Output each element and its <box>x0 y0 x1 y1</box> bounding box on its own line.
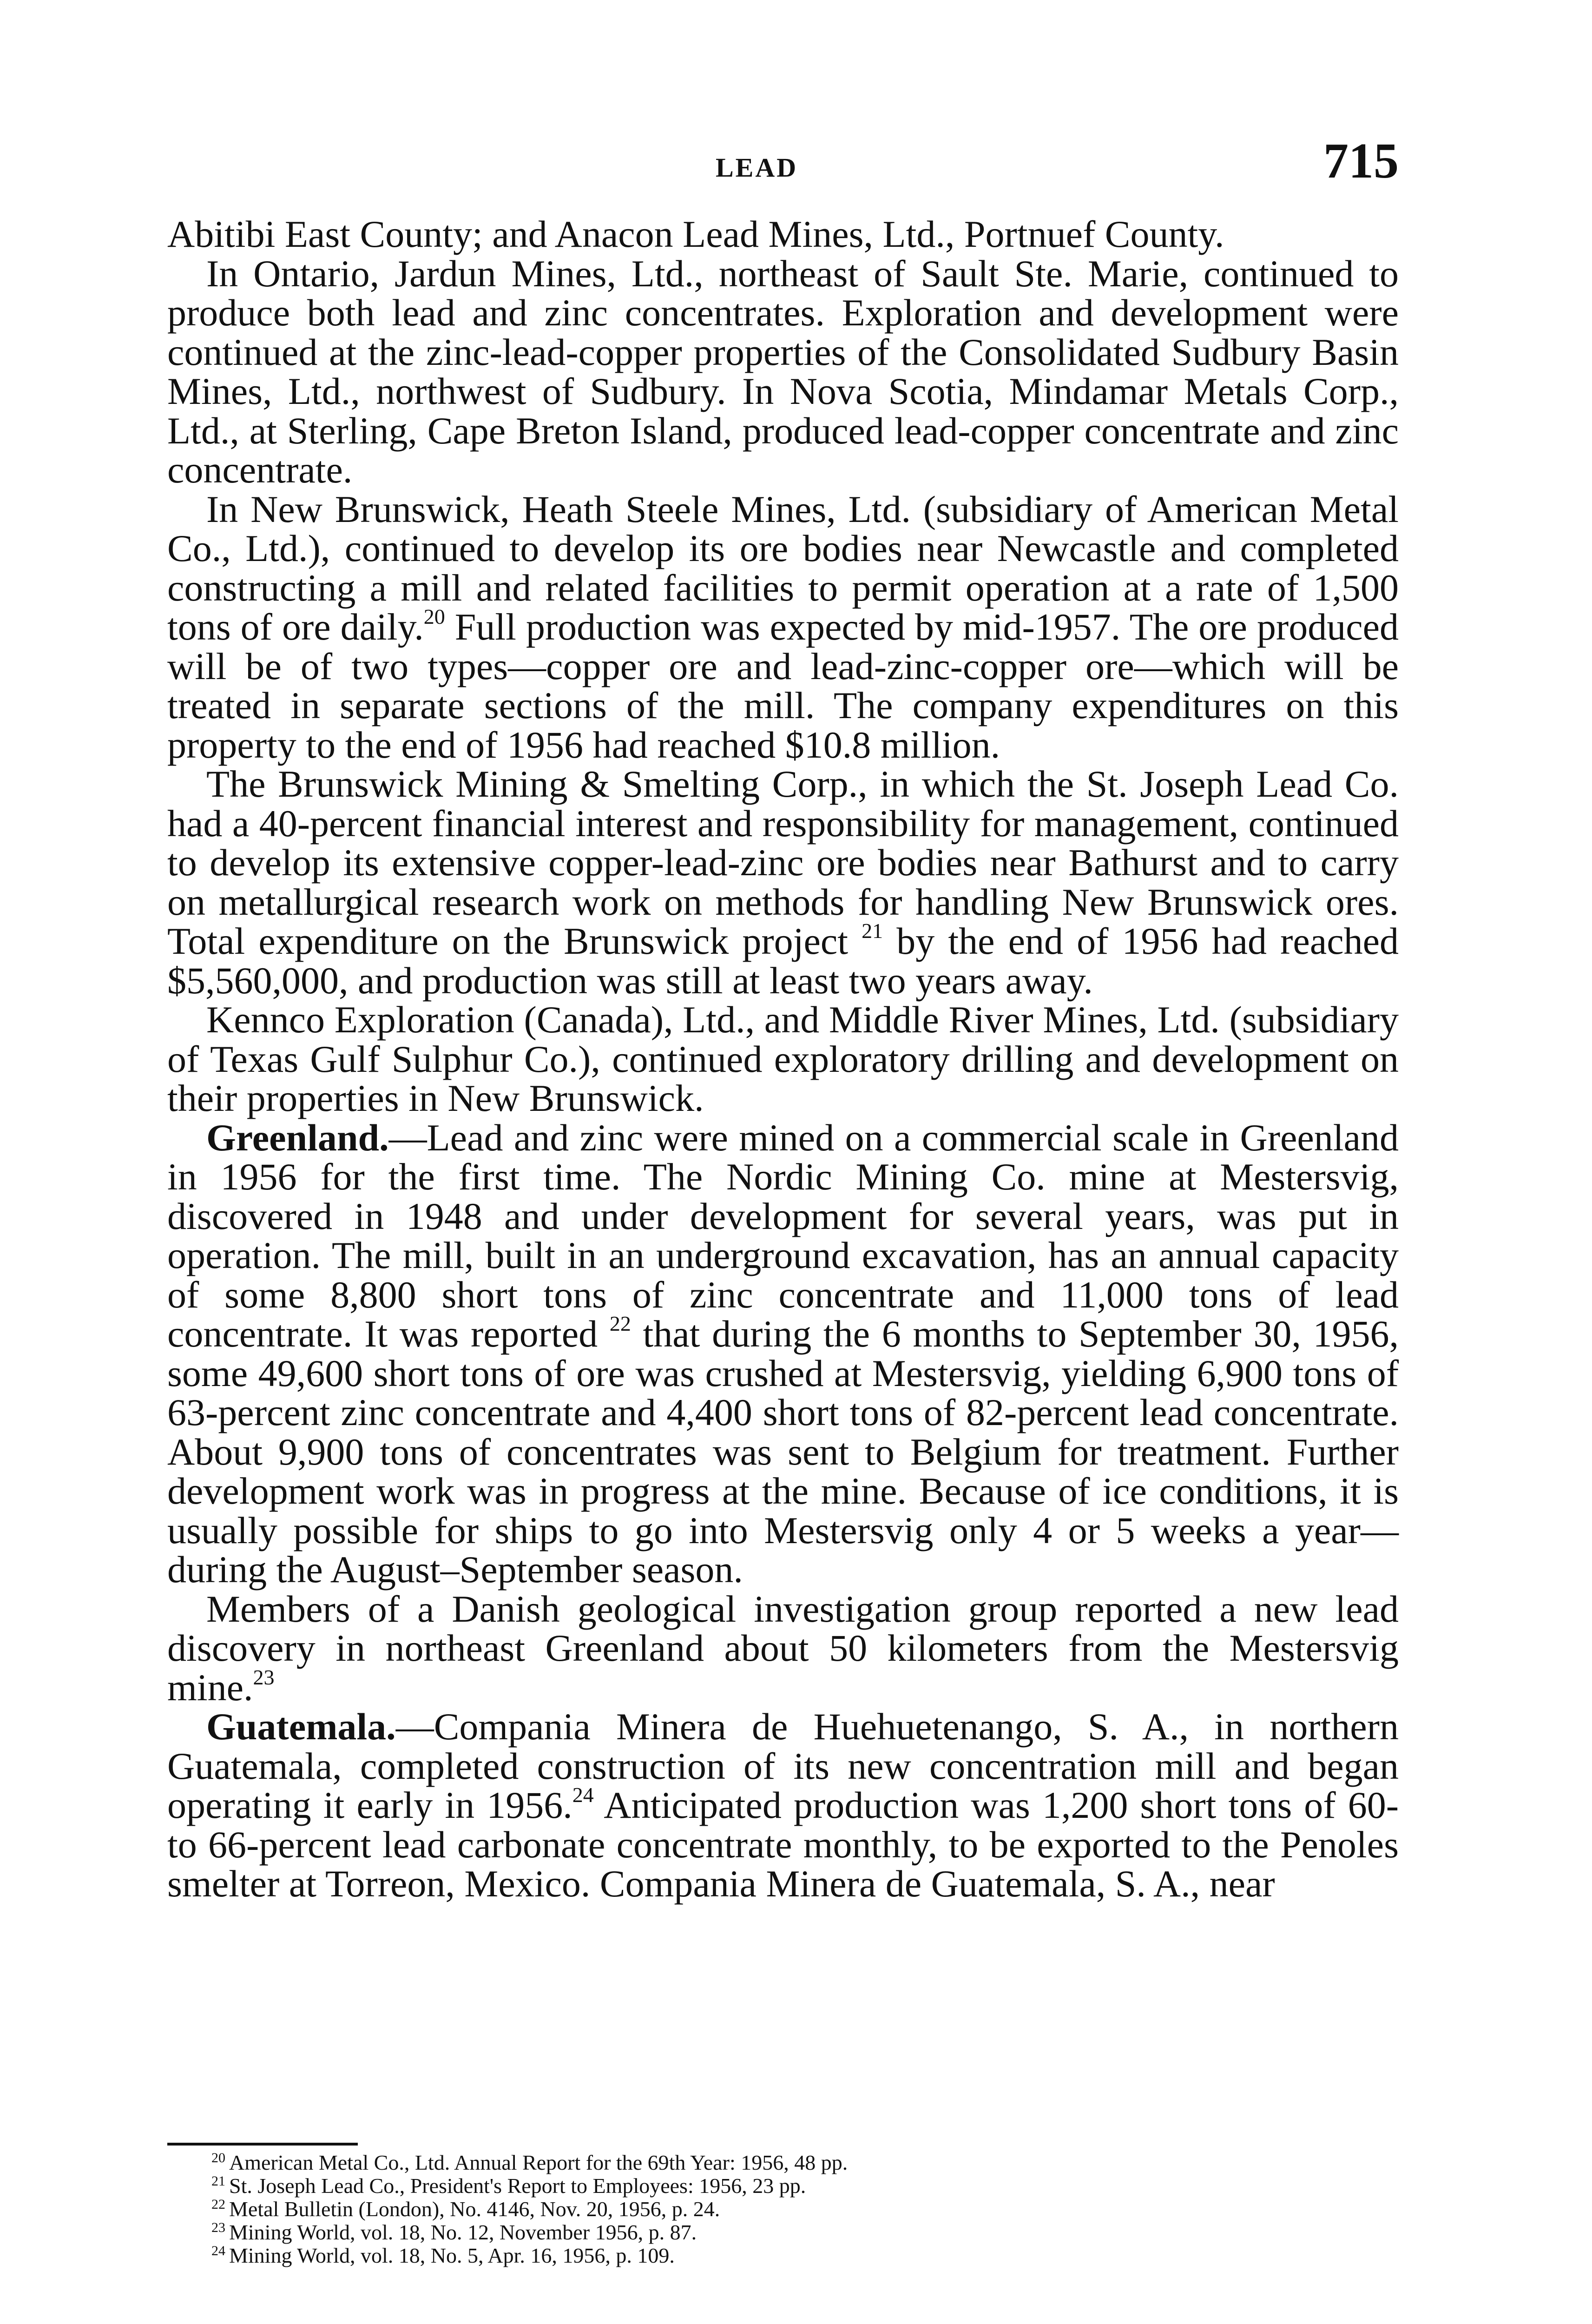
paragraph-text: —Lead and zinc were mined on a commercial scale in Greenland in 1956 for the first time. The Nordic Mining Co. mine at Mestersvig, discovered in 1948 and under development for several years, was put in operation. The mill, built in an underground excavation, has an annual capacity of some 8,800 short tons of zinc concentrate and 11,000 tons of lead concentrate. It was reported <box>167 1116 1399 1355</box>
footnote-text: St. Joseph Lead Co., President's Report to Employees: 1956, 23 pp. <box>229 2174 806 2198</box>
paragraph-text: Full production was expected by mid-1957. The ore produced will be of two types—copper ore and lead-zinc-copper ore—which will be treated in separate sections of the mill. The company expenditures on this property to the end of 1956 had reached $10.8 million. <box>167 606 1399 766</box>
paragraph-text: In Ontario, Jardun Mines, Ltd., northeast of Sault Ste. Marie, continued to produce both lead and zinc concentrates. Exploration and development were continued at the zinc-lead-copper properties of the Consolidated Sudbury Basin Mines, Ltd., northwest of Sudbury. In Nova Scotia, Mindamar Metals Corp., Ltd., at Sterling, Cape Breton Island, produced lead-copper concentrate and zinc concentrate. <box>167 252 1399 491</box>
footnote-text: Mining World, vol. 18, No. 5, Apr. 16, 1956, p. 109. <box>229 2244 675 2267</box>
footnote-ref: 24 <box>572 1783 594 1807</box>
paragraph-continued <box>167 215 1399 254</box>
paragraph-new-brunswick <box>167 490 1399 765</box>
paragraph-text: Abitibi East County; and Anacon Lead Mines, Ltd., Portnuef County. <box>167 213 1224 255</box>
footnote-mark: 21 <box>211 2173 225 2189</box>
footnotes <box>167 2151 1399 2267</box>
running-head: LEAD <box>716 152 798 183</box>
footnote-ref: 21 <box>862 919 883 943</box>
body-text <box>167 215 1399 1904</box>
paragraph-text: Kennco Exploration (Canada), Ltd., and Middle River Mines, Ltd. (subsidiary of Texas Gulf Sulphur Co.), continued exploratory drilling and development on their properties in New Brunswick. <box>167 998 1399 1119</box>
paragraph-text: The Brunswick Mining & Smelting Corp., in which the St. Joseph Lead Co. had a 40-percent financial interest and responsibility for management, continued to develop its extensive copper-lead-zinc ore bodies near Bathurst and to carry on metallurgical research work on methods for handling New Brunswick ores. Total expenditure on the Brunswick project <box>167 763 1399 962</box>
paragraph-greenland <box>167 1118 1399 1590</box>
paragraph-text: by the end of 1956 had reached $5,560,000, and production was still at least two years away. <box>167 920 1399 1002</box>
footnote-text: Mining World, vol. 18, No. 12, November 1956, p. 87. <box>229 2220 697 2244</box>
footnote-ref: 23 <box>253 1665 275 1689</box>
paragraph-text: —Compania Minera de Huehuetenango, S. A., in northern Guatemala, completed construction of its new concentration mill and began operating it early in 1956. <box>167 1705 1399 1826</box>
footnote <box>167 2151 1399 2174</box>
footnote-divider <box>167 2143 358 2146</box>
footnote <box>167 2198 1399 2221</box>
paragraph-kennco <box>167 1000 1399 1118</box>
page-header <box>167 132 1399 198</box>
paragraph-text: that during the 6 months to September 30, 1956, some 49,600 short tons of ore was crushed at Mestersvig, yielding 6,900 tons of 63-percent zinc concentrate and 4,400 short tons of 82-percent lead concentrate. About 9,900 tons of concentrates was sent to Belgium for treatment. Further development work was in progress at the mine. Because of ice conditions, it is usually possible for ships to go into Mestersvig only 4 or 5 weeks a year—during the August–September season. <box>167 1313 1399 1591</box>
footnote-ref: 22 <box>609 1312 631 1335</box>
footnote <box>167 2174 1399 2198</box>
footnote-mark: 23 <box>211 2220 225 2235</box>
paragraph-text: In New Brunswick, Heath Steele Mines, Ltd. (subsidiary of American Metal Co., Ltd.), continued to develop its ore bodies near Newcastle and completed constructing a mill and related facilities to permit operation at a rate of 1,500 tons of ore daily. <box>167 488 1399 648</box>
footnote <box>167 2221 1399 2244</box>
footnote-mark: 20 <box>211 2150 225 2166</box>
paragraph-ontario <box>167 254 1399 490</box>
paragraph-guatemala <box>167 1707 1399 1904</box>
section-run-in-heading: Guatemala. <box>206 1705 396 1748</box>
footnote-text: Metal Bulletin (London), No. 4146, Nov. 20, 1956, p. 24. <box>229 2197 720 2221</box>
paragraph-danish-group <box>167 1587 1399 1709</box>
section-run-in-heading: Greenland. <box>206 1116 389 1159</box>
page-number: 715 <box>1323 133 1399 189</box>
footnote-ref: 20 <box>423 605 445 628</box>
paragraph-text: Anticipated production was 1,200 short tons of 60- to 66-percent lead carbonate concentrate monthly, to be exported to the Penoles smelter at Torreon, Mexico. Compania Minera de Guatemala, S. A., near <box>167 1784 1399 1905</box>
paragraph-text: Members of a Danish geological investigation group reported a new lead discovery in northeast Greenland about 50 kilometers from the Mestersvig mine. <box>167 1587 1399 1709</box>
footnote <box>167 2244 1399 2267</box>
paragraph-brunswick-mining <box>167 765 1399 1000</box>
footnote-mark: 24 <box>211 2243 225 2258</box>
footnote-mark: 22 <box>211 2197 225 2212</box>
footnote-text: American Metal Co., Ltd. Annual Report for the 69th Year: 1956, 48 pp. <box>229 2151 848 2174</box>
